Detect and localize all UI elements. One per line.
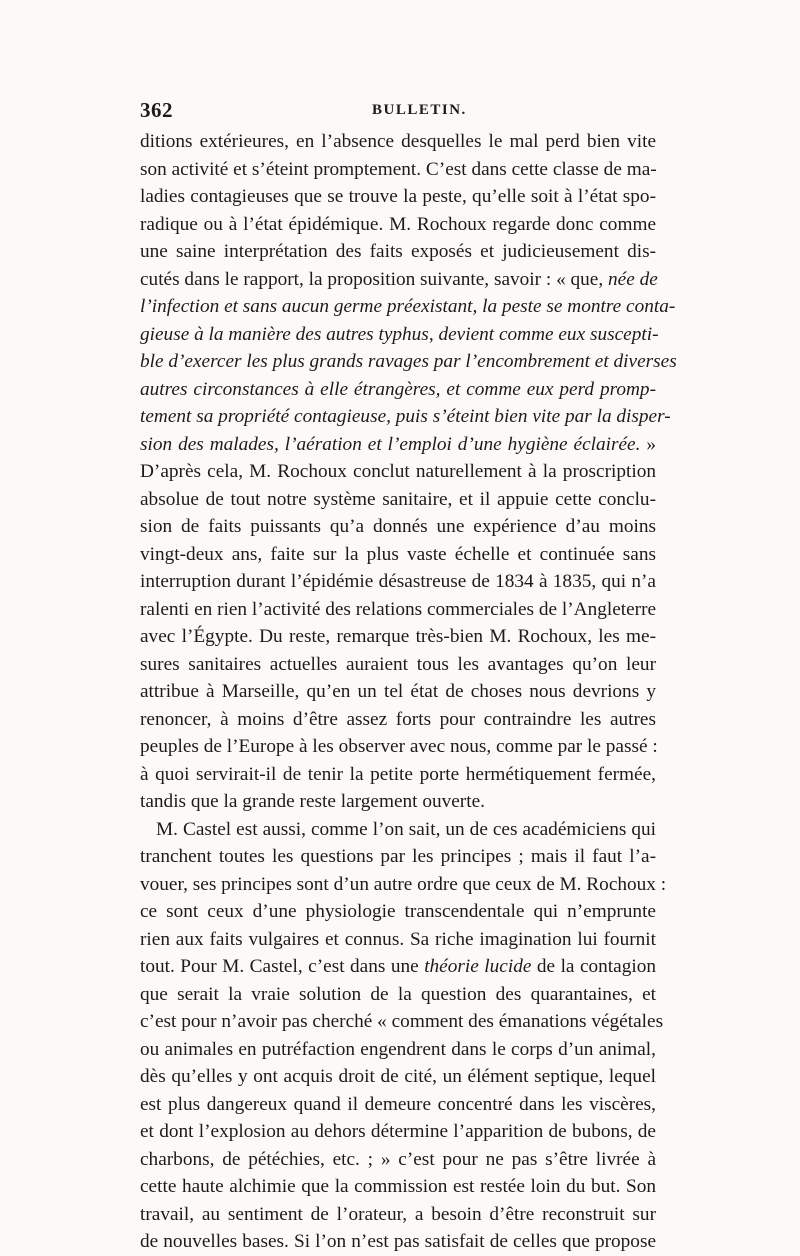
text-line — [140, 623, 656, 651]
text-line — [140, 348, 677, 376]
text-run: rien aux faits vulgaires et connus. Sa riche imagination lui fournit — [140, 928, 656, 950]
text-run: que serait la vraie solution de la question des quarantaines, et — [140, 983, 656, 1005]
text-run: » — [640, 433, 656, 455]
text-run: son activité et s’éteint promptement. C’est dans cette classe de ma- — [140, 158, 657, 180]
text-line — [140, 513, 656, 541]
text-run: sures sanitaires actuelles auraient tous les avantages qu’on leur — [140, 653, 656, 675]
text-line — [140, 293, 676, 321]
text-run: de nouvelles bases. Si l’on n’est pas satisfait de celles que propose — [140, 1231, 656, 1252]
text-line — [140, 953, 656, 981]
text-line — [140, 183, 656, 211]
text-line — [140, 1008, 664, 1036]
text-line — [140, 788, 656, 816]
text-run: absolue de tout notre système sanitaire, et il appuie cette conclu- — [140, 488, 656, 510]
text-run: peuples de l’Europe à les observer avec nous, comme par le passé : — [140, 736, 658, 757]
paragraph — [140, 128, 677, 816]
page-header — [140, 98, 656, 126]
text-run: c’est pour n’avoir pas cherché « comment des émanations végétales — [140, 1011, 664, 1032]
italic-text-run: gieuse à la manière des autres typhus, devient comme eux suscepti- — [140, 323, 659, 345]
text-line — [140, 1201, 656, 1229]
text-run: interruption durant l’épidémie désastreuse de 1834 à 1835, qui n’a — [140, 571, 656, 592]
page-number: 362 — [140, 98, 173, 122]
text-run: ladies contagieuses que se trouve la peste, qu’elle soit à l’état spo- — [140, 186, 656, 207]
italic-text-run: née de — [608, 268, 658, 290]
text-run: D’après cela, M. Rochoux conclut naturellement à la proscription — [140, 461, 656, 482]
body-text — [140, 128, 677, 1256]
text-line — [140, 266, 656, 294]
italic-text-run: l’infection et sans aucun germe préexistant, la peste se montre conta- — [140, 296, 676, 317]
text-line — [140, 596, 656, 624]
text-line — [140, 1173, 656, 1201]
italic-text-run: autres circonstances à elle étrangères, et comme eux perd promp- — [140, 378, 656, 400]
text-line — [140, 761, 656, 789]
text-line — [140, 211, 656, 239]
text-run: sion de faits puissants qu’a donnés une expérience d’au moins — [140, 516, 656, 537]
text-line — [140, 486, 656, 514]
text-run: et dont l’explosion au dehors détermine l’apparition de bubons, de — [140, 1121, 656, 1142]
text-line — [140, 981, 656, 1009]
paragraph — [140, 816, 667, 1256]
text-line — [140, 1228, 656, 1256]
text-run: cette haute alchimie que la commission est restée loin du but. Son — [140, 1176, 656, 1197]
text-run: ralenti en rien l’activité des relations commerciales de l’Angleterre — [140, 598, 657, 620]
text-run: tranchent toutes les questions par les principes ; mais il faut l’a- — [140, 846, 656, 867]
italic-text-run: tement sa propriété contagieuse, puis s’éteint bien vite par la disper- — [140, 406, 671, 427]
text-line — [140, 898, 656, 926]
text-line — [140, 376, 656, 404]
text-line — [140, 431, 656, 459]
text-line — [140, 1091, 656, 1119]
text-run: radique ou à l’état épidémique. M. Rochoux regarde donc comme — [140, 213, 656, 235]
text-run: avec l’Égypte. Du reste, remarque très-bien M. Rochoux, les me- — [140, 626, 656, 647]
text-run: tandis que la grande reste largement ouverte. — [140, 791, 485, 812]
text-run: travail, au sentiment de l’orateur, a besoin d’être reconstruit sur — [140, 1203, 656, 1225]
running-head: BULLETIN. — [372, 102, 467, 118]
text-run: ce sont ceux d’une physiologie transcendentale qui n’emprunte — [140, 901, 656, 922]
text-line — [140, 926, 656, 954]
italic-text-run: sion des malades, l’aération et l’emploi d’une hygiène éclairée. — [140, 433, 641, 455]
text-run: ditions extérieures, en l’absence desquelles le mal perd bien vite — [140, 131, 656, 152]
text-line — [140, 1118, 656, 1146]
text-line — [140, 1036, 656, 1064]
text-run: une saine interprétation des faits exposés et judicieusement dis- — [140, 241, 656, 262]
text-run: est plus dangereux quand il demeure concentré dans les viscères, — [140, 1093, 656, 1115]
text-line — [140, 816, 656, 844]
text-line — [140, 156, 656, 184]
text-run: attribue à Marseille, qu’en un tel état de choses nous devrions y — [140, 681, 656, 702]
text-run: renoncer, à moins d’être assez forts pour contraindre les autres — [140, 708, 656, 730]
text-line — [140, 733, 656, 761]
text-line — [140, 238, 656, 266]
text-line — [140, 403, 671, 431]
text-line — [140, 1063, 656, 1091]
text-line — [140, 541, 656, 569]
text-run: à quoi servirait-il de tenir la petite porte hermétiquement fermée, — [140, 763, 656, 785]
text-run: dès qu’elles y ont acquis droit de cité, un élément septique, lequel — [140, 1066, 656, 1087]
text-line — [140, 843, 656, 871]
italic-text-run: ble d’exercer les plus grands ravages par l’encombrement et diverses — [140, 351, 677, 372]
text-line — [140, 706, 656, 734]
text-line — [140, 651, 656, 679]
text-run: vouer, ses principes sont d’un autre ordre que ceux de M. Rochoux : — [140, 873, 667, 895]
text-line — [140, 568, 656, 596]
text-line — [140, 128, 656, 156]
text-line — [140, 1146, 656, 1174]
text-line — [140, 871, 667, 899]
text-line — [140, 678, 656, 706]
text-run: charbons, de pétéchies, etc. ; » c’est pour ne pas s’être livrée à — [140, 1148, 656, 1170]
text-line — [140, 458, 656, 486]
text-run: cutés dans le rapport, la proposition suivante, savoir : « que, — [140, 268, 609, 290]
text-line — [140, 321, 659, 349]
text-run: vingt-deux ans, faite sur la plus vaste échelle et continuée sans — [140, 543, 656, 565]
text-run: M. Castel est aussi, comme l’on sait, un de ces académiciens qui — [156, 818, 656, 840]
italic-text-run: théorie lucide — [424, 956, 532, 977]
text-run: ou animales en putréfaction engendrent dans le corps d’un animal, — [140, 1038, 656, 1060]
text-run: de la contagion — [531, 956, 657, 977]
text-run: tout. Pour M. Castel, c’est dans une — [140, 956, 425, 977]
